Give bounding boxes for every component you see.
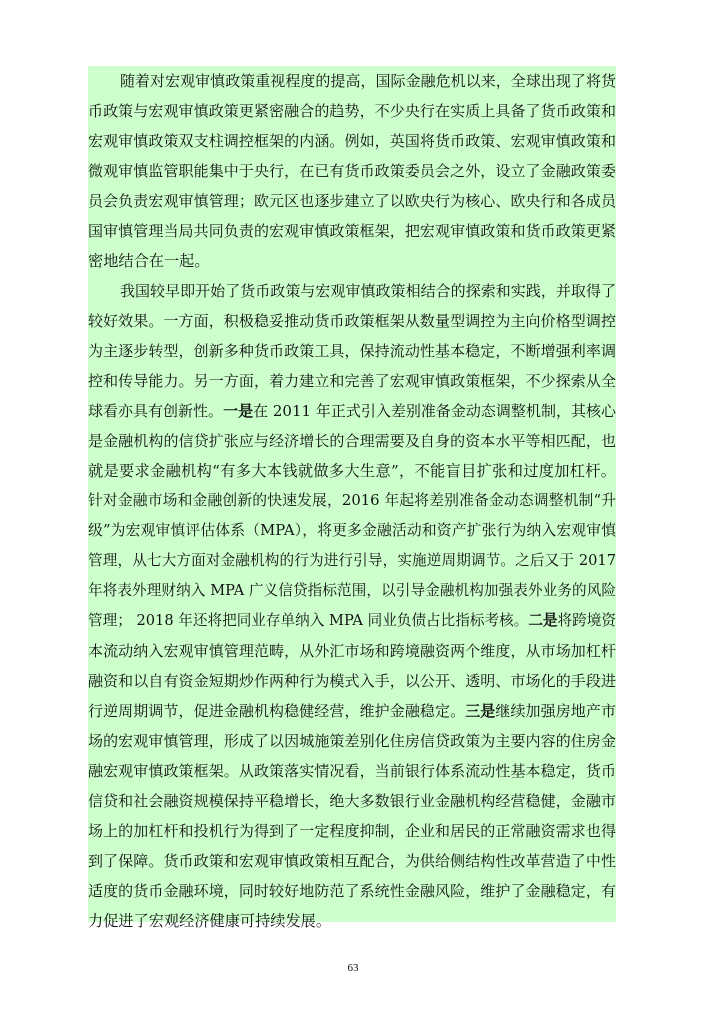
bold-marker: 三是 (465, 702, 496, 720)
text-line (88, 398, 616, 424)
text-segment: 行逆周期调节，促进金融机构稳健经营，维护金融稳定。 (88, 702, 466, 720)
text-line: 为主逐步转型，创新多种货币政策工具，保持流动性基本稳定，不断增强利率调 (88, 342, 616, 360)
text-segment: 在 2011 年正式引入差别准备金动态调整机制，其核心 (253, 402, 616, 420)
text-line: 针对金融市场和金融创新的快速发展，2016 年起将差别准备金动态调整机制“升 (88, 492, 616, 509)
text-segment: 继续加强房地产市 (495, 702, 616, 720)
text-line: 级”为宏观审慎评估体系（MPA），将更多金融活动和资产扩张行为纳入宏观审慎 (88, 522, 616, 539)
text-line: 就是要求金融机构“有多大本钱就做多大生意”，不能盲目扩张和过度加杠杆。 (88, 462, 616, 480)
text-line: 是金融机构的信贷扩张应与经济增长的合理需要及自身的资本水平等相匹配，也 (88, 432, 616, 450)
text-line: 随着对宏观审慎政策重视程度的提高，国际金融危机以来，全球出现了将货 (120, 72, 616, 90)
text-line: 融宏观审慎政策框架。从政策落实情况看，当前银行体系流动性基本稳定，货币 (88, 762, 616, 780)
text-line: 币政策与宏观审慎政策更紧密融合的趋势，不少央行在实质上具备了货币政策和 (88, 102, 616, 120)
bold-marker: 二是 (528, 612, 558, 629)
text-line: 场上的加杠杆和投机行为得到了一定程度抑制，企业和居民的正常融资需求也得 (88, 822, 616, 840)
text-line: 年将表外理财纳入 MPA 广义信贷指标范围，以引导金融机构加强表外业务的风险 (88, 582, 616, 599)
text-line: 适度的货币金融环境，同时较好地防范了系统性金融风险，维护了金融稳定，有 (88, 882, 616, 900)
text-line: 宏观审慎政策双支柱调控框架的内涵。例如，英国将货币政策、宏观审慎政策和 (88, 132, 616, 150)
text-segment: 管理； 2018 年还将把同业存单纳入 MPA 同业负债占比指标考核。 (88, 612, 529, 629)
text-line: 本流动纳入宏观审慎管理范畴，从外汇市场和跨境融资两个维度，从市场加杠杆 (88, 642, 616, 660)
text-line: 控和传导能力。另一方面，着力建立和完善了宏观审慎政策框架，不少探索从全 (88, 372, 616, 390)
text-line: 员会负责宏观审慎管理；欧元区也逐步建立了以欧央行为核心、欧央行和各成员 (88, 192, 616, 210)
text-segment: 将跨境资 (557, 612, 616, 629)
text-line: 融资和以自有资金短期炒作两种行为模式入手，以公开、透明、市场化的手段进 (88, 672, 616, 690)
text-line: 到了保障。货币政策和宏观审慎政策相互配合，为供给侧结构性改革营造了中性 (88, 852, 616, 870)
text-line: 密地结合在一起。 (88, 252, 210, 270)
text-line: 我国较早即开始了货币政策与宏观审慎政策相结合的探索和实践，并取得了 (120, 282, 616, 300)
text-line: 力促进了宏观经济健康可持续发展。 (88, 912, 331, 930)
text-line: 信贷和社会融资规模保持平稳增长，绝大多数银行业金融机构经营稳健，金融市 (88, 792, 616, 810)
text-line: 管理，从七大方面对金融机构的行为进行引导，实施逆周期调节。之后又于 2017 (88, 552, 616, 569)
page-number: 63 (347, 962, 359, 974)
text-line: 较好效果。一方面，积极稳妥推动货币政策框架从数量型调控为主向价格型调控 (88, 312, 616, 330)
text-line (88, 608, 616, 634)
highlighted-text-block (88, 66, 616, 930)
text-line: 场的宏观审慎管理，形成了以因城施策差别化住房信贷政策为主要内容的住房金 (88, 732, 616, 750)
bold-marker: 一是 (223, 402, 254, 420)
text-line (88, 698, 616, 724)
text-line: 微观审慎监管职能集中于央行，在已有货币政策委员会之外，设立了金融政策委 (88, 162, 616, 180)
text-line: 国审慎管理当局共同负责的宏观审慎政策框架，把宏观审慎政策和货币政策更紧 (88, 222, 616, 240)
text-segment: 球看亦具有创新性。 (88, 402, 224, 420)
